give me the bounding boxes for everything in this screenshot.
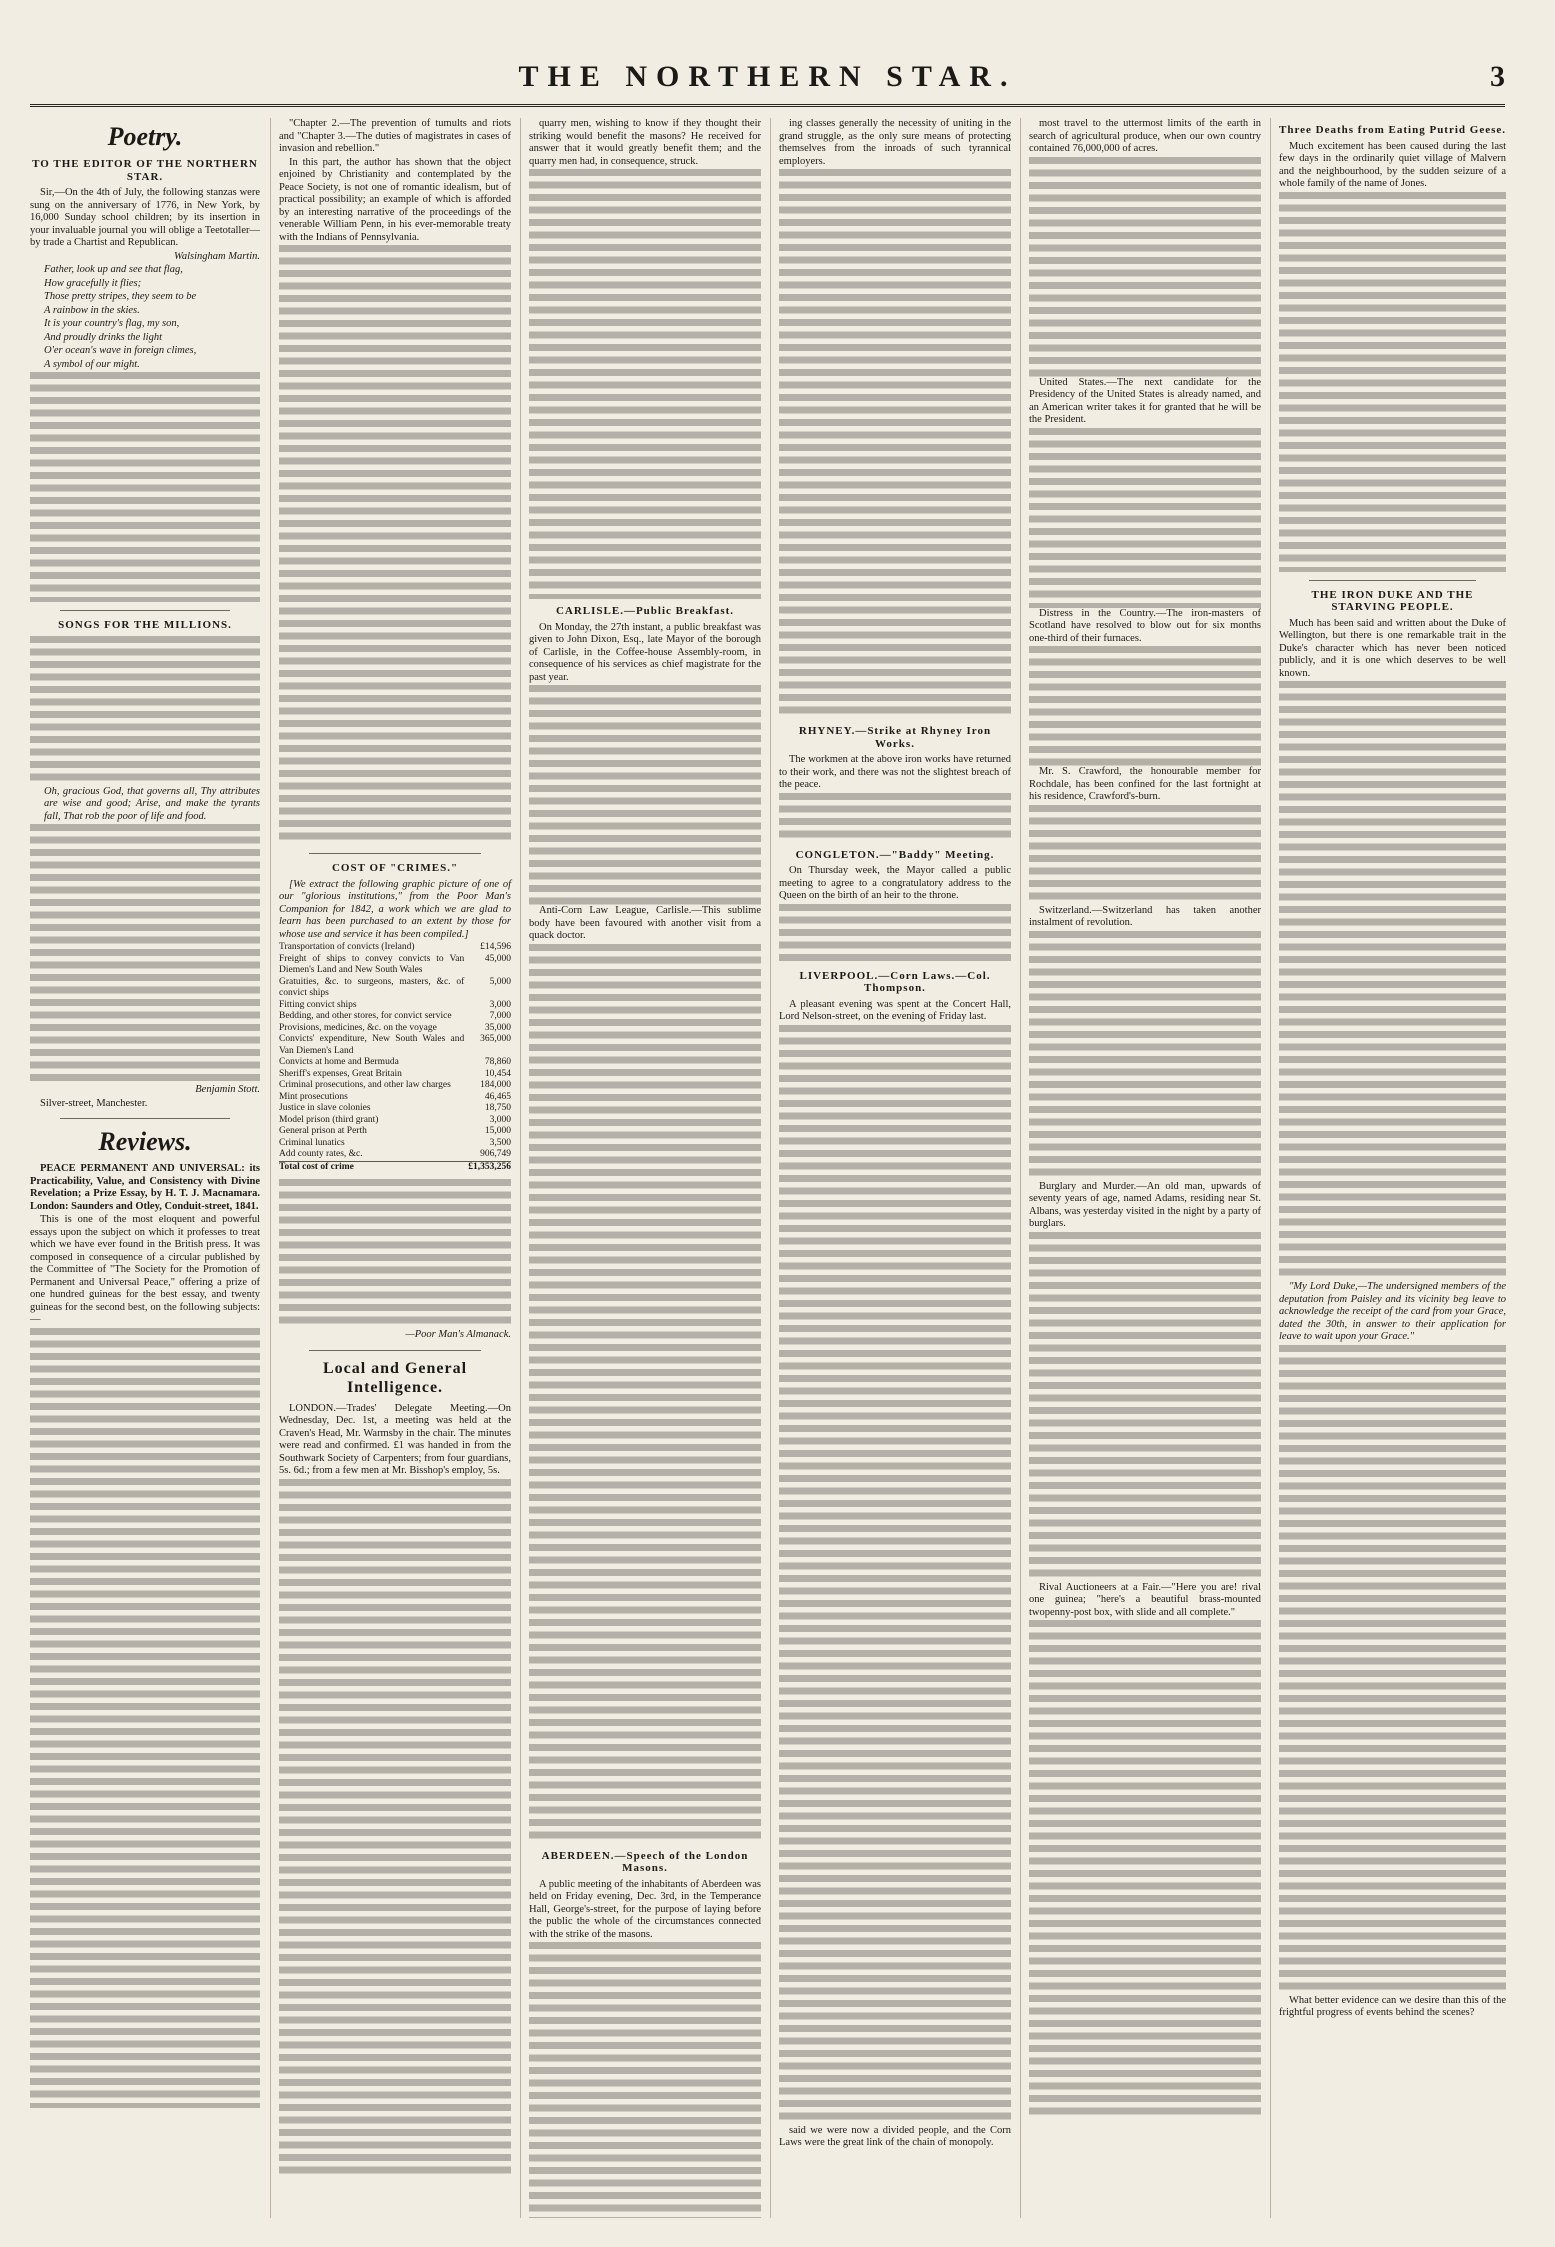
anti-corn-text: Anti-Corn Law League, Carlisle.—This sublime body have been favoured with another visit from a quack doctor. <box>529 905 761 941</box>
cost-label: Criminal lunatics <box>279 1137 345 1148</box>
cost-value: 3,500 <box>489 1137 511 1148</box>
cost-label: Mint prosecutions <box>279 1091 348 1102</box>
closing-text: What better evidence can we desire than this of the frightful progress of events behind the scenes? <box>1279 1994 1506 2018</box>
cost-value: 18,750 <box>484 1103 511 1113</box>
cost-row <box>279 1069 511 1081</box>
carlisle-heading: CARLISLE.—Public Breakfast. <box>555 605 735 617</box>
distress-text: Distress in the Country.—The iron-masters of Scotland have resolved to blow out for six months one-third of their furnaces. <box>1029 607 1261 644</box>
county-rates-label: Add county rates, &c. <box>279 1149 363 1159</box>
iron-duke-text: Much has been said and written about the Duke of Wellington, but there is one remarkable trait in the Duke's character which has never been noticed publicly, and it is one which deserves to be well known. <box>1279 617 1506 679</box>
poem-line: Those pretty stripes, they seem to be <box>44 291 197 302</box>
lord-duke-letter: "My Lord Duke,—The undersigned members of the deputation from Paisley and its vicinity beg leave to acknowledge the receipt of the card from your Grace, dated the 30th, in answer to their application for leave to wait upon your Grace." <box>1279 1281 1506 1342</box>
switzerland-text: Switzerland.—Switzerland has taken another instalment of revolution. <box>1029 904 1261 928</box>
poem-line: A symbol of our might. <box>44 358 140 370</box>
column-4 <box>770 118 1019 2218</box>
cost-row <box>279 1080 511 1092</box>
newspaper-title: THE NORTHERN STAR. <box>518 60 1017 93</box>
total-value: £1,353,256 <box>464 1161 511 1173</box>
col5-body-top: most travel to the uttermost limits of the earth in search of agricultural produce, when our own country contained 76,000,000 of acres. <box>1029 118 1261 154</box>
text-block <box>279 245 511 845</box>
text-block <box>1029 805 1261 905</box>
song-place: Silver-street, Manchester. <box>40 1097 148 1109</box>
deaths-heading: Three Deaths from Eating Putrid Geese. <box>1279 124 1506 136</box>
review-text: This is one of the most eloquent and powerful essays upon the subject on which it professes to treat which we have ever found in the British press. It was composed in consequence of a circular published by the Committee of "The Society for the Promotion of Permanent and Universal Peace," offering a prize of one hundred guineas for the best essay, and twenty guineas for the second best, on the following subjects:— <box>30 1214 260 1325</box>
burglary-text: Burglary and Murder.—An old man, upwards of seventy years of age, named Adams, residing near St. Albans, was yesterday visited in the night by a party of burglars. <box>1029 1180 1261 1229</box>
divider <box>309 853 481 854</box>
divider <box>1309 580 1476 581</box>
cost-label: Fitting convict ships <box>279 999 357 1010</box>
cost-table <box>279 942 511 1173</box>
cost-value: 15,000 <box>484 1126 511 1136</box>
poem-line: It is your country's flag, my son, <box>44 318 180 329</box>
poetry-intro-signature: Walsingham Martin. <box>174 250 260 262</box>
text-block <box>279 1179 511 1329</box>
cost-row <box>279 1103 511 1115</box>
text-block <box>529 944 761 1844</box>
cost-label: Sheriff's expenses, Great Britain <box>279 1068 402 1079</box>
text-block <box>1029 157 1261 377</box>
col3-body-top: quarry men, wishing to know if they thought their striking would benefit the masons? He received for answer that it would greatly benefit them; and the quarry men had, in consequence, struck. <box>529 118 761 167</box>
cost-value: £14,596 <box>480 942 511 952</box>
total-row <box>279 1161 511 1173</box>
cost-label: Bedding, and other stores, for convict service <box>279 1011 452 1021</box>
cost-value: 365,000 <box>480 1034 511 1044</box>
text-block <box>1029 1232 1261 1582</box>
columns <box>30 118 1505 2218</box>
cost-label: Transportation of convicts (Ireland) <box>279 942 415 952</box>
songs-heading: SONGS FOR THE MILLIONS. <box>58 619 232 631</box>
cost-row <box>279 1138 511 1150</box>
editor-line: TO THE EDITOR OF THE NORTHERN STAR. <box>32 158 258 183</box>
cost-row <box>279 1126 511 1138</box>
cost-label: Justice in slave colonies <box>279 1103 371 1113</box>
deaths-text: Much excitement has been caused during the last few days in the ordinarily quiet village of Malvern and the neighbourhood, by the sudden seizure of a whole family of the name of Jones. <box>1279 140 1506 189</box>
text-block <box>529 685 761 905</box>
aberdeen-text: A public meeting of the inhabitants of Aberdeen was held on Friday evening, Dec. 3rd, in the Temperance Hall, George's-street, for the purpose of laying before the public the whole of the circumstances connected with the strike of the masons. <box>529 1878 761 1940</box>
local-text: LONDON.—Trades' Delegate Meeting.—On Wednesday, Dec. 1st, a meeting was held at the Craven's Head, Mr. Warmsby in the chair. The minutes were read and confirmed. £1 was handed in from the Southwark Society of Carpenters; from four guardians, 5s. 6d.; from a few men at Mr. Bisshop's employ, 5s. <box>279 1402 511 1476</box>
text-block <box>1279 1345 1506 1995</box>
carlisle-text: On Monday, the 27th instant, a public breakfast was given to John Dixon, Esq., late Mayor of the borough of Carlisle, in the Coffee-house Assembly-room, in consequence of his services as chief magistrate for the past year. <box>529 621 761 683</box>
poem-line: Father, look up and see that flag, <box>44 264 183 275</box>
cost-label: Model prison (third grant) <box>279 1114 379 1125</box>
cost-row <box>279 1000 511 1012</box>
col4-body-top: ing classes generally the necessity of uniting in the grand struggle, as the only sure means of protecting themselves from the inroads of such tyrannical employers. <box>779 118 1011 167</box>
poem-line: And proudly drinks the light <box>44 331 163 343</box>
cost-row <box>279 1057 511 1069</box>
text-block <box>1029 646 1261 766</box>
cost-value: 3,000 <box>489 1114 511 1125</box>
cost-intro: [We extract the following graphic picture of one of our "glorious institutions," from the Poor Man's Companion for 1842, a work which we are glad to learn has been purchased to an extent by those for whose use and service it has been compiled.] <box>279 878 511 940</box>
cost-heading: COST OF "CRIMES." <box>331 862 459 874</box>
united-states-text: United States.—The next candidate for the Presidency of the United States is already named, and an American writer takes it for granted that he will be the President. <box>1029 376 1261 425</box>
cost-value: 5,000 <box>489 976 511 987</box>
text-block <box>1029 931 1261 1181</box>
cost-row <box>279 1092 511 1104</box>
column-5 <box>1020 118 1269 2218</box>
masthead <box>30 60 1505 100</box>
cost-value: 78,860 <box>484 1057 511 1067</box>
rhyney-heading: RHYNEY.—Strike at Rhyney Iron Works. <box>798 725 992 750</box>
county-rates-row <box>279 1149 511 1161</box>
cost-label: General prison at Perth <box>279 1126 367 1136</box>
iron-duke-heading: THE IRON DUKE AND THE STARVING PEOPLE. <box>1311 588 1474 613</box>
cost-label: Convicts at home and Bermuda <box>279 1057 399 1067</box>
masthead-rule <box>30 104 1505 107</box>
text-block <box>30 824 260 1084</box>
text-block <box>529 1942 761 2218</box>
text-block <box>30 372 260 602</box>
cost-row <box>279 942 511 954</box>
col4-bottom: said we were now a divided people, and the Corn Laws were the great link of the chain of monopoly. <box>779 2124 1011 2148</box>
cost-label: Gratuities, &c. to surgeons, masters, &c. of convict ships <box>279 976 465 998</box>
cost-label: Convicts' expenditure, New South Wales and Van Diemen's Land <box>279 1034 465 1056</box>
poetry-intro: Sir,—On the 4th of July, the following stanzas were sung on the anniversary of 1776, in New York, by 16,000 Sunday school children; by its insertion in your invaluable journal you will oblige a Teetotaller—by trade a Chartist and Republican. <box>30 187 260 248</box>
rival-auctioneers-text: Rival Auctioneers at a Fair.—"Here you are! rival one guinea; "here's a beautiful brass-mounted twopenny-post box, with slide and all complete." <box>1029 1581 1261 1618</box>
cost-value: 46,465 <box>484 1091 511 1102</box>
text-block <box>1279 192 1506 572</box>
cost-row <box>279 1115 511 1127</box>
cost-value: 184,000 <box>480 1080 511 1090</box>
text-block <box>30 636 260 786</box>
cost-label: Freight of ships to convey convicts to Van Diemen's Land and New South Wales <box>279 953 465 975</box>
cost-row <box>279 1034 511 1057</box>
column-1 <box>30 118 268 2218</box>
cost-value: 7,000 <box>489 1011 511 1021</box>
divider <box>60 1118 230 1119</box>
cost-value: 45,000 <box>484 953 511 964</box>
text-block <box>779 1025 1011 2125</box>
reviews-heading: Reviews. <box>98 1127 192 1156</box>
review-title: PEACE PERMANENT AND UNIVERSAL: its Practicability, Value, and Consistency with Divine Revelation; a Prize Essay, by H. T. J. Macnamara. London: Saunders and Otley, Conduit-street, 1841. <box>30 1163 260 1212</box>
congleton-text: On Thursday week, the Mayor called a public meeting to agree to a congratulatory address to the Queen on the birth of an heir to the throne. <box>779 865 1011 901</box>
cost-signature: —Poor Man's Almanack. <box>405 1329 511 1340</box>
cost-row <box>279 1023 511 1035</box>
cost-value: 3,000 <box>489 999 511 1010</box>
divider <box>60 610 230 611</box>
text-block <box>779 169 1011 719</box>
text-block <box>1279 681 1506 1281</box>
poem-line: A rainbow in the skies. <box>44 304 140 316</box>
poetry-heading: Poetry. <box>107 122 183 151</box>
liverpool-heading: LIVERPOOL.—Corn Laws.—Col. Thompson. <box>799 969 991 994</box>
poem-line: O'er ocean's wave in foreign climes, <box>44 345 197 356</box>
column-2 <box>270 118 519 2218</box>
liverpool-text: A pleasant evening was spent at the Concert Hall, Lord Nelson-street, on the evening of Friday last. <box>779 998 1011 1022</box>
column-3 <box>520 118 769 2218</box>
page-number: 3 <box>1490 60 1505 93</box>
cost-row <box>279 977 511 1000</box>
local-heading: Local and General Intelligence. <box>322 1359 468 1396</box>
divider <box>309 1350 481 1351</box>
text-block <box>529 169 761 599</box>
song-refrain: Oh, gracious God, that governs all, Thy attributes are wise and good; Arise, and make the tyrants fall, That rob the poor of life and food. <box>44 785 260 822</box>
text-block <box>30 1328 260 2108</box>
cost-label: Provisions, medicines, &c. on the voyage <box>279 1022 437 1033</box>
cost-value: 10,454 <box>484 1068 511 1079</box>
text-block <box>279 1479 511 2179</box>
cost-row <box>279 1011 511 1023</box>
aberdeen-heading: ABERDEEN.—Speech of the London Masons. <box>541 1849 749 1874</box>
crawford-text: Mr. S. Crawford, the honourable member for Rochdale, has been confined for the last fortnight at his residence, Crawford's-burn. <box>1029 766 1261 802</box>
text-block <box>779 904 1011 964</box>
song-signature: Benjamin Stott. <box>195 1084 260 1095</box>
text-block <box>1029 428 1261 608</box>
congleton-heading: CONGLETON.—"Baddy" Meeting. <box>795 848 995 861</box>
rhyney-text: The workmen at the above iron works have returned to their work, and there was not the slightest breach of the peace. <box>779 754 1011 790</box>
column-6 <box>1270 118 1506 2218</box>
poem-line: How gracefully it flies; <box>44 277 142 289</box>
text-block <box>1029 1620 1261 2120</box>
text-block <box>779 793 1011 843</box>
chapters-intro: "Chapter 2.—The prevention of tumults and riots and "Chapter 3.—The duties of magistrates in cases of invasion and rebellion." <box>279 118 511 154</box>
col2-body: In this part, the author has shown that the object enjoined by Christianity and contemplated by the Peace Society, is not one of romantic idealism, but of practical possibility; an example of which is afforded by an interesting narrative of the proceedings of the venerable William Penn, in his ever-memorable treaty with the Indians of Pennsylvania. <box>279 156 511 243</box>
total-label: Total cost of crime <box>279 1161 464 1173</box>
county-rates-value: 906,749 <box>480 1149 511 1159</box>
cost-value: 35,000 <box>484 1022 511 1033</box>
cost-row <box>279 954 511 977</box>
cost-label: Criminal prosecutions, and other law charges <box>279 1080 451 1090</box>
